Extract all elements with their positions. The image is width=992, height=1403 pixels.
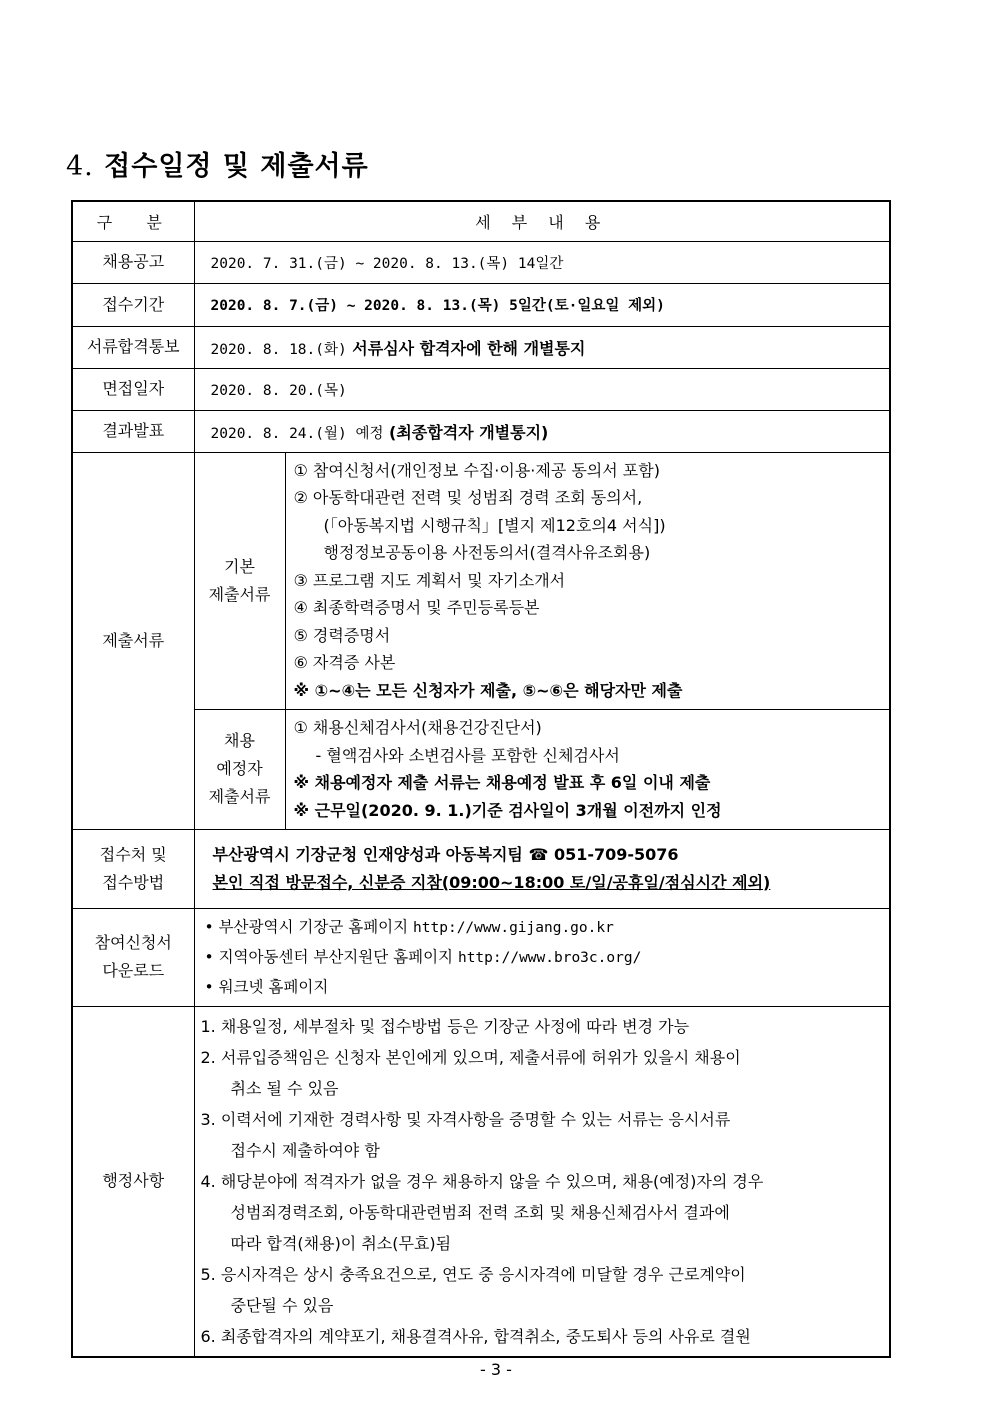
header-category: 구 분 [72, 201, 194, 241]
row-admin [72, 1006, 890, 1357]
reception-address: 부산광역시 기장군청 인재양성과 아동복지팀 ☎ 051-709-5076 [212, 845, 679, 864]
list-item: ② 아동학대관련 전력 및 성범죄 경력 조회 동의서, [293, 488, 643, 508]
list-item: 행정정보공동이용 사전동의서(결격사유조회용) [323, 543, 651, 563]
label-result: 결과발표 [72, 410, 194, 452]
row-result [72, 410, 890, 452]
list-item: 3. 이력서에 기재한 경력사항 및 자격사항을 증명할 수 있는 서류는 응시서류 접수시 제출하여야 함 [200, 1109, 731, 1160]
row-application-period [72, 283, 890, 326]
section-number: 4. [66, 151, 94, 182]
table-header-row [72, 201, 890, 241]
prospective-docs-list [285, 709, 890, 829]
bullet-icon: • [204, 917, 219, 936]
result-date: 2020. 8. 24.(월) 예정 [210, 425, 384, 442]
download-link[interactable]: http://www.bro3c.org/ [457, 949, 642, 966]
list-item: 2. 서류입증책임은 신청자 본인에게 있으며, 제출서류에 허위가 있을시 채용이 취소 될 수 있음 [200, 1047, 741, 1098]
list-item: 4. 해당분야에 적격자가 없을 경우 채용하지 않을 수 있으며, 채용(예정)자의 경우 성범죄경력조회, 아동학대관련범죄 전력 조회 및 채용신체검사서 결과에 따라 합격(채용)이 취소(무효)됨 [200, 1171, 764, 1253]
label-admin: 행정사항 [72, 1006, 194, 1357]
label-announcement: 채용공고 [72, 241, 194, 283]
list-item: 6. 최종합격자의 계약포기, 채용결격사유, 합격취소, 중도퇴사 등의 사유로 결원 [200, 1326, 751, 1346]
list-item: • 부산광역시 기장군 홈페이지 http://www.gijang.go.kr [204, 917, 614, 936]
doc-pass-text: 서류심사 합격자에 한해 개별통지 [346, 338, 586, 358]
bullet-icon: • [204, 947, 219, 966]
list-item: 5. 응시자격은 상시 충족요건으로, 연도 중 응시자격에 미달할 경우 근로계약이 중단될 수 있음 [200, 1264, 746, 1315]
row-submission-basic [72, 452, 890, 709]
list-item: ⑥ 자격증 사본 [293, 653, 396, 673]
label-interview-date: 면접일자 [72, 368, 194, 410]
application-period-value: 2020. 8. 7.(금) ~ 2020. 8. 13.(목) 5일간(토·일요일 제외) [210, 298, 665, 314]
label-basic-docs: 기본 제출서류 [194, 452, 285, 709]
list-item: ⑤ 경력증명서 [293, 625, 391, 645]
section-title-text: 접수일정 및 제출서류 [104, 151, 369, 182]
list-item: • 워크넷 홈페이지 [204, 977, 329, 996]
row-download [72, 908, 890, 1006]
admin-list [194, 1006, 890, 1357]
list-item: (「아동복지법 시행규칙」[별지 제12호의4 서식]) [323, 515, 666, 535]
section-title [66, 144, 369, 183]
bullet-icon: • [204, 977, 219, 996]
row-reception [72, 829, 890, 908]
list-item: ① 채용신체검사서(채용건강진단서) [293, 718, 542, 737]
announcement-value: 2020. 7. 31.(금) ~ 2020. 8. 13.(목) 14일간 [210, 255, 564, 272]
label-download: 참여신청서 다운로드 [72, 908, 194, 1006]
header-details: 세 부 내 용 [194, 201, 890, 241]
label-reception: 접수처 및 접수방법 [72, 829, 194, 908]
basic-docs-note: ※ ①~④는 모든 신청자가 제출, ⑤~⑥은 해당자만 제출 [293, 680, 683, 700]
basic-docs-list [285, 452, 890, 709]
list-item: ④ 최종학력증명서 및 주민등록등본 [293, 598, 540, 618]
row-interview-date [72, 368, 890, 410]
interview-date-value: 2020. 8. 20.(목) [210, 382, 347, 399]
download-link[interactable]: http://www.gijang.go.kr [413, 919, 614, 936]
label-submission: 제출서류 [72, 452, 194, 829]
reception-method: 본인 직접 방문접수, 신분증 지참(09:00~18:00 토/일/공휴일/점심시간 제외) [212, 872, 771, 892]
result-text: (최종합격자 개별통지) [383, 422, 549, 442]
row-submission-prospective [72, 709, 890, 829]
label-doc-pass-notice: 서류합격통보 [72, 326, 194, 368]
list-item: - 혈액검사와 소변검사를 포함한 신체검사서 [315, 745, 620, 765]
prospective-note: ※ 채용예정자 제출 서류는 채용예정 발표 후 6일 이내 제출 [293, 773, 711, 792]
page-number: - 3 - [480, 1360, 512, 1379]
row-announcement [72, 241, 890, 283]
row-doc-pass-notice [72, 326, 890, 368]
doc-pass-date: 2020. 8. 18.(화) [210, 341, 347, 358]
list-item: 1. 채용일정, 세부절차 및 접수방법 등은 기장군 사정에 따라 변경 가능 [200, 1016, 690, 1036]
list-item: ③ 프로그램 지도 계획서 및 자기소개서 [293, 570, 566, 590]
prospective-note: ※ 근무일(2020. 9. 1.)기준 검사일이 3개월 이전까지 인정 [293, 800, 722, 820]
label-application-period: 접수기간 [72, 283, 194, 326]
list-item: ① 참여신청서(개인정보 수집·이용·제공 동의서 포함) [293, 460, 660, 480]
schedule-table [71, 200, 891, 1358]
list-item: • 지역아동센터 부산지원단 홈페이지 http://www.bro3c.org/ [204, 947, 642, 966]
label-prospective-docs: 채용 예정자 제출서류 [194, 709, 285, 829]
